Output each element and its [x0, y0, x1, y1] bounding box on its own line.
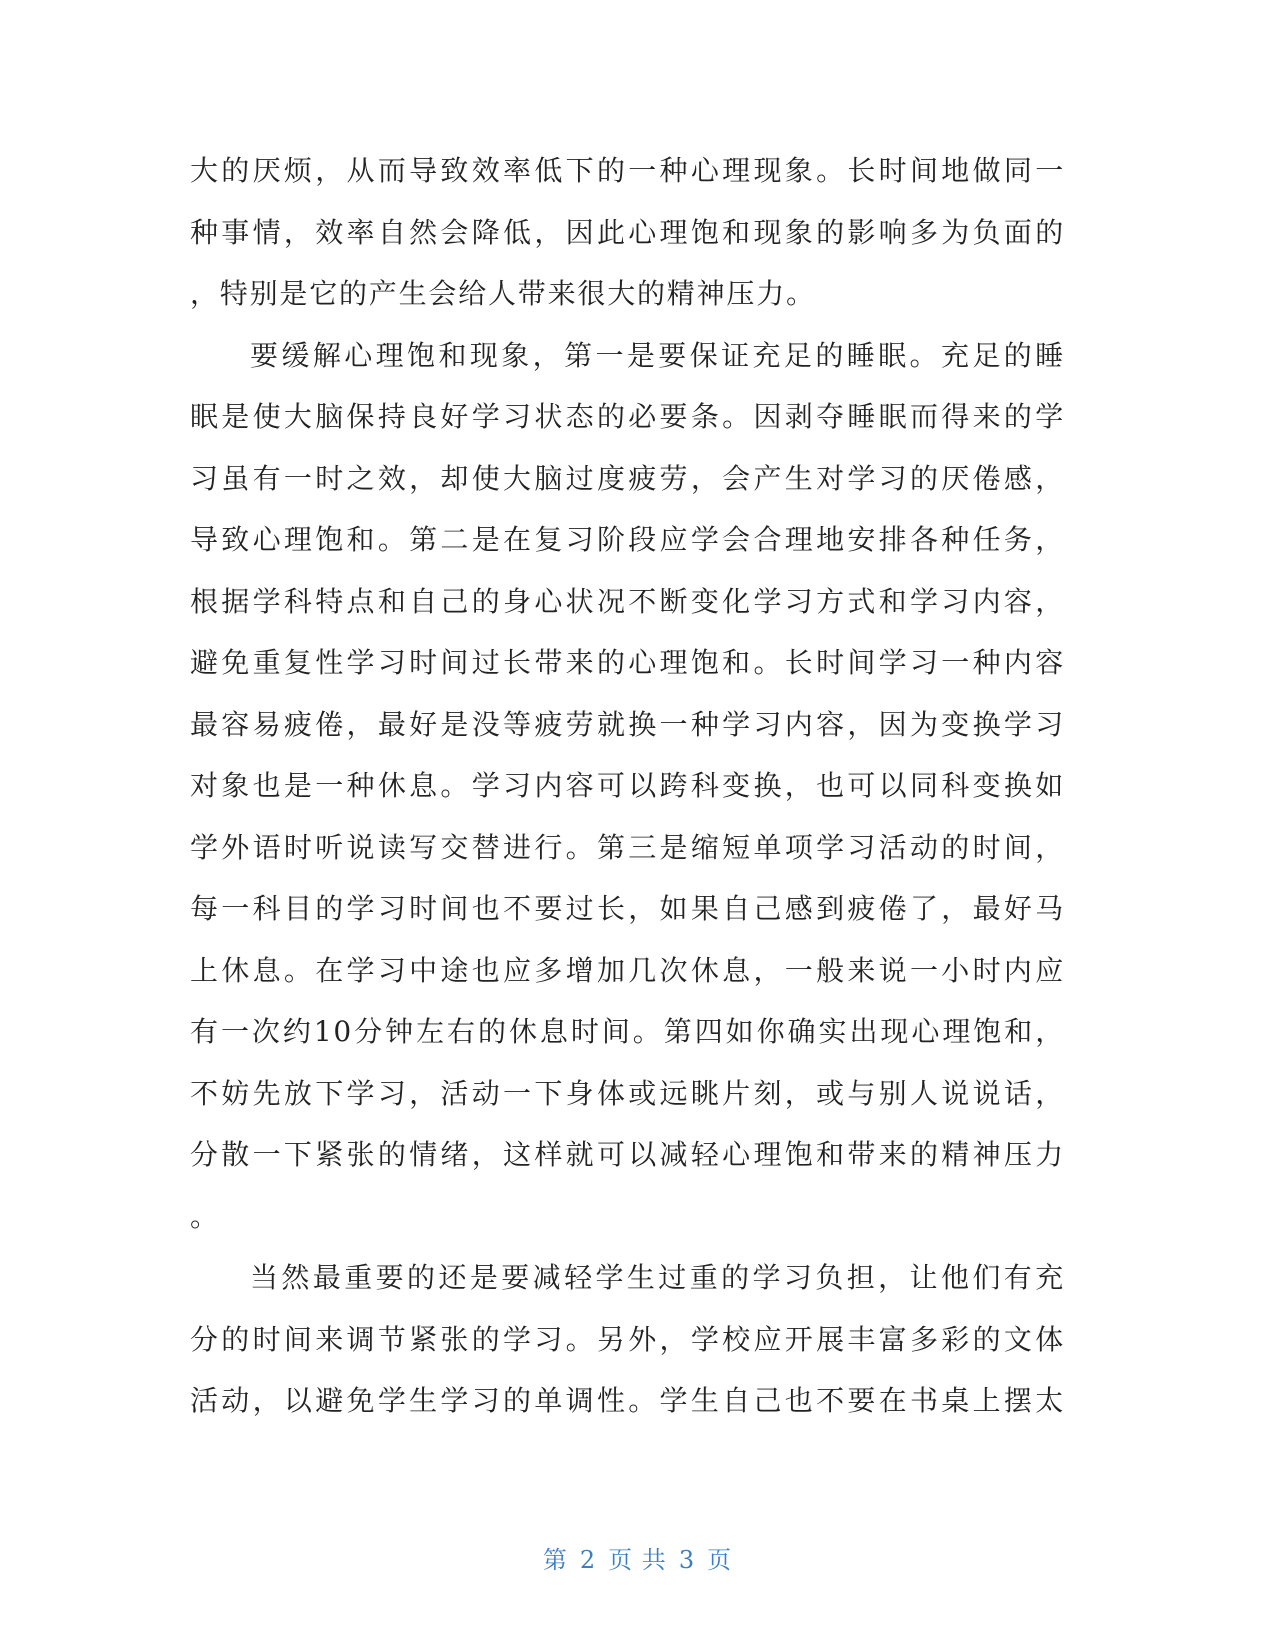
text-line: ，特别是它的产生会给人带来很大的精神压力。	[190, 277, 816, 310]
text-line: 分散一下紧张的情绪，这样就可以减轻心理饱和带来的精神压力	[190, 1138, 1065, 1171]
text-line: 根据学科特点和自己的身心状况不断变化学习方式和学习内容，	[190, 584, 1065, 618]
text-line: 学外语时听说读写交替进行。第三是缩短单项学习活动的时间，	[190, 830, 1065, 864]
text-line: 对象也是一种休息。学习内容可以跨科变换，也可以同科变换如	[190, 769, 1065, 802]
body-text	[190, 140, 1065, 1432]
paragraph-start-line: 要缓解心理饱和现象，第一是要保证充足的睡眠。充足的睡	[250, 338, 1065, 372]
text-line: 分的时间来调节紧张的学习。另外，学校应开展丰富多彩的文体	[190, 1322, 1065, 1356]
text-line: 有一次约10分钟左右的休息时间。第四如你确实出现心理饱和，	[190, 1015, 1065, 1048]
text-line: 种事情，效率自然会降低，因此心理饱和现象的影响多为负面的	[190, 215, 1065, 249]
text-line: 。	[190, 1199, 220, 1233]
current-page-number: 2	[579, 1546, 597, 1574]
total-page-number: 3	[678, 1546, 696, 1574]
footer-suffix: 页	[707, 1546, 733, 1574]
text-line: 导致心理饱和。第二是在复习阶段应学会合理地安排各种任务，	[190, 523, 1065, 556]
footer-prefix: 第	[542, 1546, 568, 1574]
text-line: 最容易疲倦，最好是没等疲劳就换一种学习内容，因为变换学习	[190, 707, 1065, 741]
text-line: 大的厌烦，从而导致效率低下的一种心理现象。长时间地做同一	[190, 154, 1065, 187]
text-line: 活动，以避免学生学习的单调性。学生自己也不要在书桌上摆太	[190, 1384, 1065, 1417]
text-line: 每一科目的学习时间也不要过长，如果自己感到疲倦了，最好马	[190, 892, 1065, 925]
text-line: 上休息。在学习中途也应多增加几次休息，一般来说一小时内应	[190, 953, 1065, 987]
paragraph-start-line: 当然最重要的还是要减轻学生过重的学习负担，让他们有充	[250, 1261, 1065, 1294]
text-line: 习虽有一时之效，却使大脑过度疲劳，会产生对学习的厌倦感，	[190, 461, 1065, 495]
text-line: 避免重复性学习时间过长带来的心理饱和。长时间学习一种内容	[190, 646, 1065, 679]
page-footer	[0, 1540, 1275, 1575]
text-line: 不妨先放下学习，活动一下身体或远眺片刻，或与别人说说话，	[190, 1076, 1065, 1110]
text-line: 眠是使大脑保持良好学习状态的必要条。因剥夺睡眠而得来的学	[190, 400, 1065, 433]
footer-middle: 页 共	[608, 1546, 667, 1574]
